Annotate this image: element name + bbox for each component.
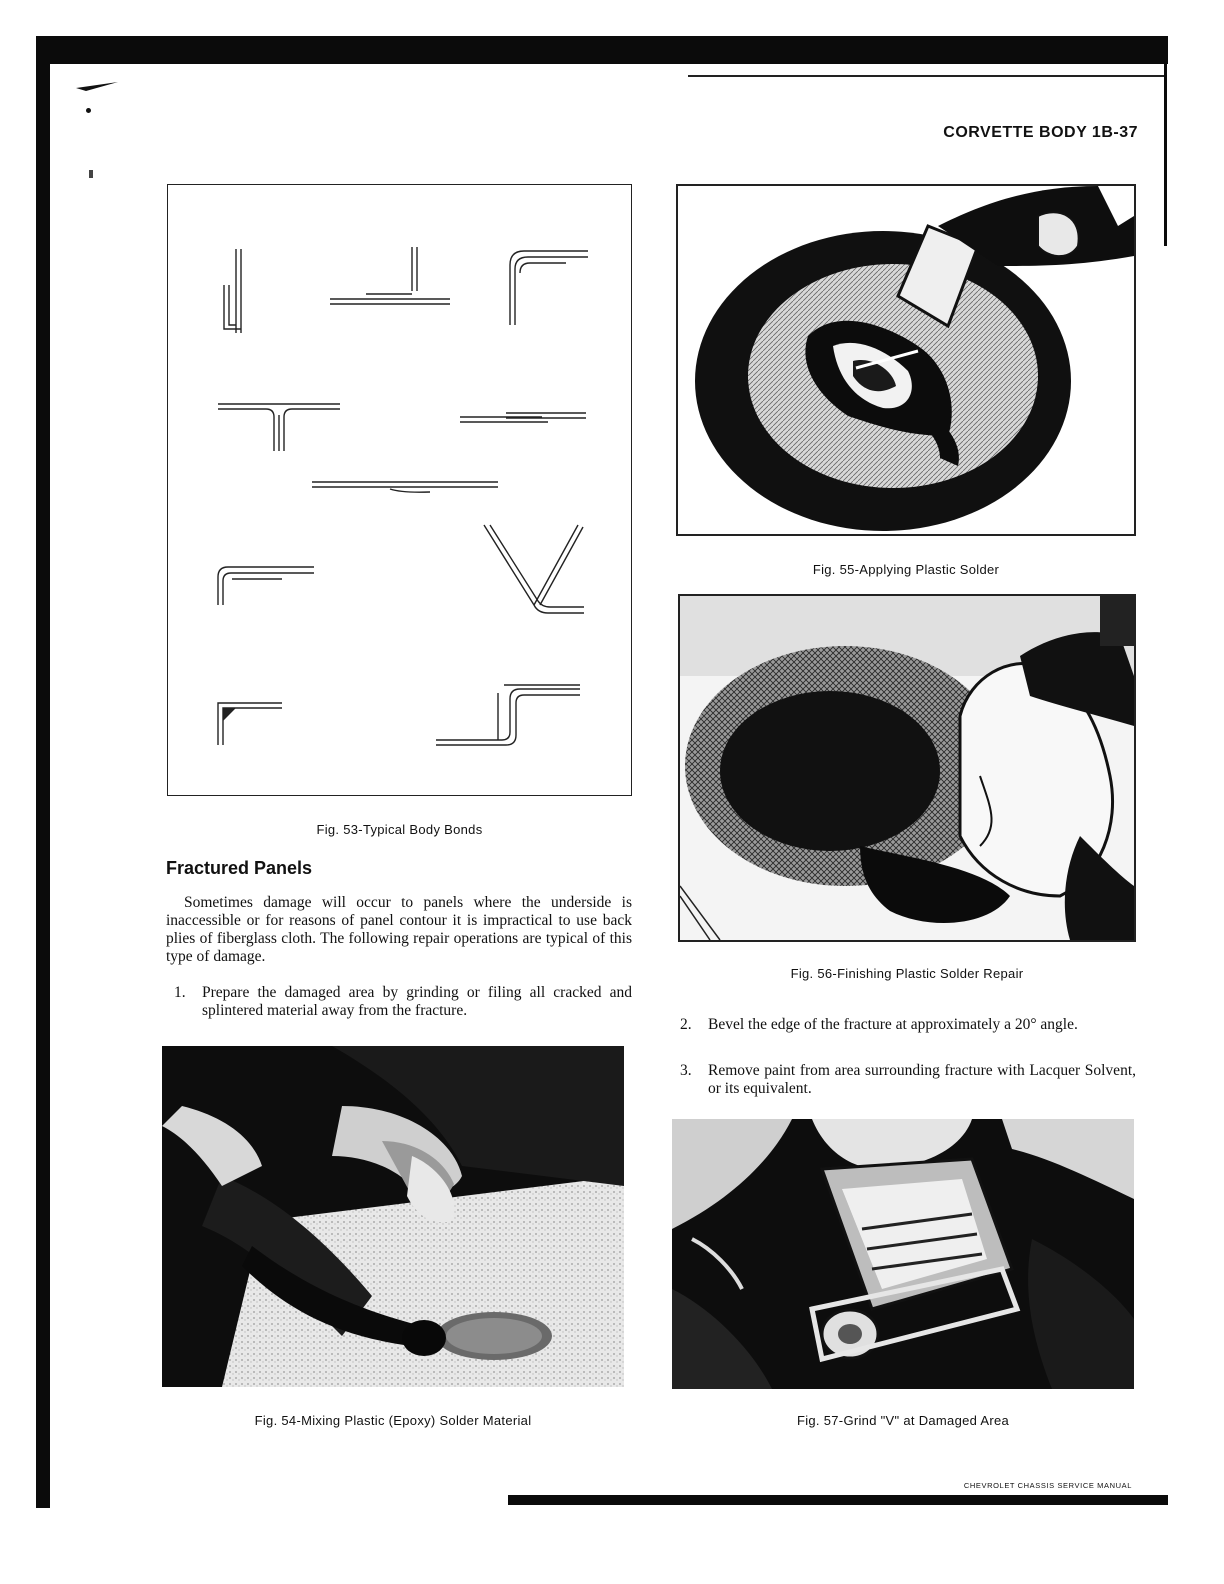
applying-solder-photo [678, 186, 1134, 534]
figure-54-photo [162, 1046, 624, 1387]
step-text: Prepare the damaged area by grinding or filing all cracked and splintered material away from the fracture. [202, 984, 632, 1019]
scan-border-left [36, 36, 50, 1508]
step-3 [672, 1062, 1136, 1098]
section-heading: Fractured Panels [166, 858, 313, 878]
step-text: Bevel the edge of the fracture at approximately a 20° angle. [708, 1016, 1078, 1033]
step-number: 2. [680, 1016, 692, 1033]
figure-54-caption: Fig. 54-Mixing Plastic (Epoxy) Solder Material [254, 1413, 532, 1428]
step-number: 1. [174, 984, 186, 1001]
scan-border-right [1164, 36, 1167, 246]
step-2 [672, 1016, 1136, 1034]
scan-mark [76, 82, 118, 94]
figure-53-diagram [167, 184, 632, 796]
intro-paragraph [166, 894, 632, 966]
scan-dot [86, 108, 91, 113]
figure-57-photo [672, 1119, 1134, 1389]
intro-text: Sometimes damage will occur to panels where the underside is inaccessible or for reasons of panel contour it is impractical to use back plies of fiberglass cloth. The following repair operations are typical of this type of damage. [166, 894, 632, 965]
figure-55-photo [676, 184, 1136, 536]
grind-v-photo [672, 1119, 1134, 1389]
page-header-title: CORVETTE BODY 1B-37 [943, 124, 1138, 141]
figure-57-caption: Fig. 57-Grind "V" at Damaged Area [796, 1413, 1010, 1428]
step-text: Remove paint from area surrounding fracture with Lacquer Solvent, or its equivalent. [708, 1062, 1136, 1097]
figure-53-caption: Fig. 53-Typical Body Bonds [316, 822, 483, 837]
figure-56-caption: Fig. 56-Finishing Plastic Solder Repair [790, 966, 1024, 981]
finishing-repair-photo [680, 596, 1134, 940]
figure-56-photo [678, 594, 1136, 942]
page-footer: CHEVROLET CHASSIS SERVICE MANUAL [963, 1481, 1132, 1490]
step-number: 3. [680, 1062, 692, 1079]
scan-dot [89, 170, 93, 178]
figure-55-caption: Fig. 55-Applying Plastic Solder [812, 562, 1000, 577]
step-1 [166, 984, 632, 1020]
body-bonds-diagram [168, 185, 630, 794]
footer-rule [508, 1495, 1168, 1505]
scan-border-top [36, 36, 1168, 64]
mixing-solder-photo [162, 1046, 624, 1387]
header-rule [688, 75, 1164, 77]
